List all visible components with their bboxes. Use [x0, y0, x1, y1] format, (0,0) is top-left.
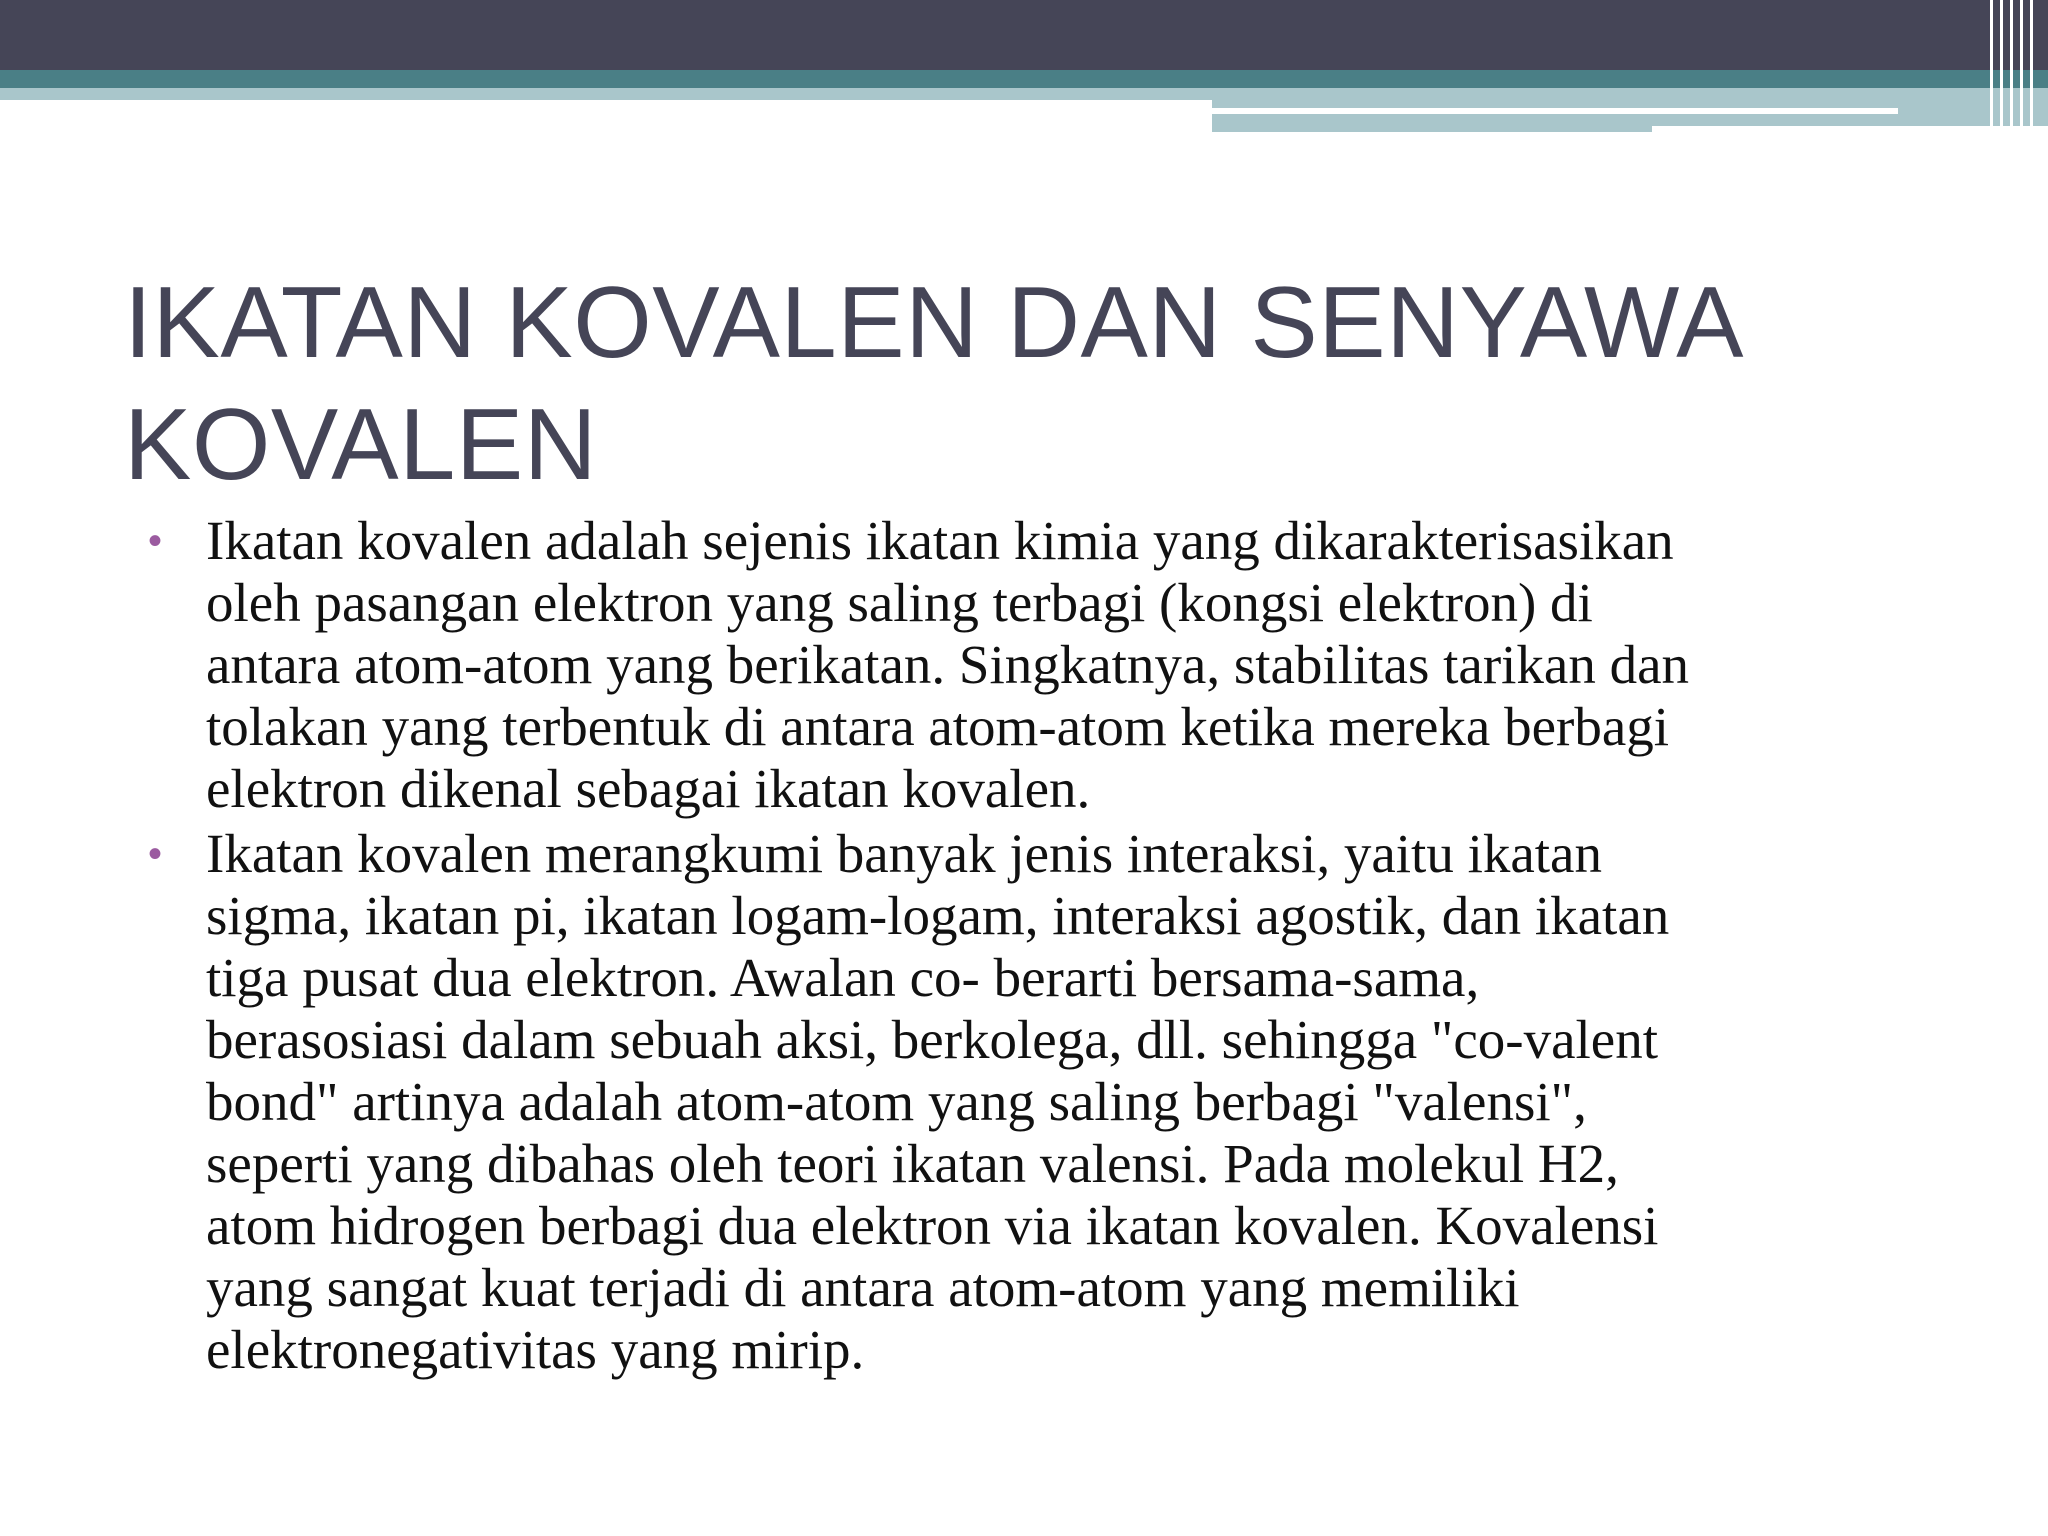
header-stripe: [1212, 108, 1898, 114]
bullet-dot-icon: •: [148, 832, 163, 876]
bullet-item: [140, 823, 1940, 1381]
header-band-teal: [0, 70, 2048, 88]
header-band-dark: [0, 0, 2048, 70]
bullet-item: [140, 510, 1940, 820]
bullet-text-line: sigma, ikatan pi, ikatan logam-logam, interaksi agostik, dan ikatan: [206, 885, 1670, 946]
bullet-text-line: bond" artinya adalah atom-atom yang saling berbagi "valensi",: [206, 1071, 1587, 1132]
bullet-text-line: berasosiasi dalam sebuah aksi, berkolega, dll. sehingga "co-valent: [206, 1009, 1658, 1070]
header-band-light: [0, 88, 1212, 100]
bullet-text-line: elektronegativitas yang mirip.: [206, 1319, 865, 1380]
slide-title: [124, 262, 1924, 506]
bullet-text-line: oleh pasangan elektron yang saling terbagi (kongsi elektron) di: [206, 572, 1593, 633]
bullet-text-line: tiga pusat dua elektron. Awalan co- berarti bersama-sama,: [206, 947, 1480, 1008]
bullet-text-line: Ikatan kovalen merangkumi banyak jenis interaksi, yaitu ikatan: [206, 823, 1602, 884]
bullet-text-line: tolakan yang terbentuk di antara atom-atom ketika mereka berbagi: [206, 696, 1670, 757]
title-line: IKATAN KOVALEN DAN SENYAWA: [124, 267, 1744, 379]
bullet-dot-icon: •: [148, 519, 163, 563]
bullet-list: [140, 510, 1940, 1384]
title-line: KOVALEN: [124, 389, 598, 501]
bullet-text-line: seperti yang dibahas oleh teori ikatan valensi. Pada molekul H2,: [206, 1133, 1619, 1194]
bullet-text-line: elektron dikenal sebagai ikatan kovalen.: [206, 758, 1091, 819]
bullet-text-line: atom hidrogen berbagi dua elektron via ikatan kovalen. Kovalensi: [206, 1195, 1659, 1256]
bullet-text-line: yang sangat kuat terjadi di antara atom-atom yang memiliki: [206, 1257, 1520, 1318]
bullet-text-line: Ikatan kovalen adalah sejenis ikatan kimia yang dikarakterisasikan: [206, 510, 1674, 571]
header-vertical-stripes: [1984, 0, 2048, 140]
bullet-text-line: antara atom-atom yang berikatan. Singkatnya, stabilitas tarikan dan: [206, 634, 1689, 695]
